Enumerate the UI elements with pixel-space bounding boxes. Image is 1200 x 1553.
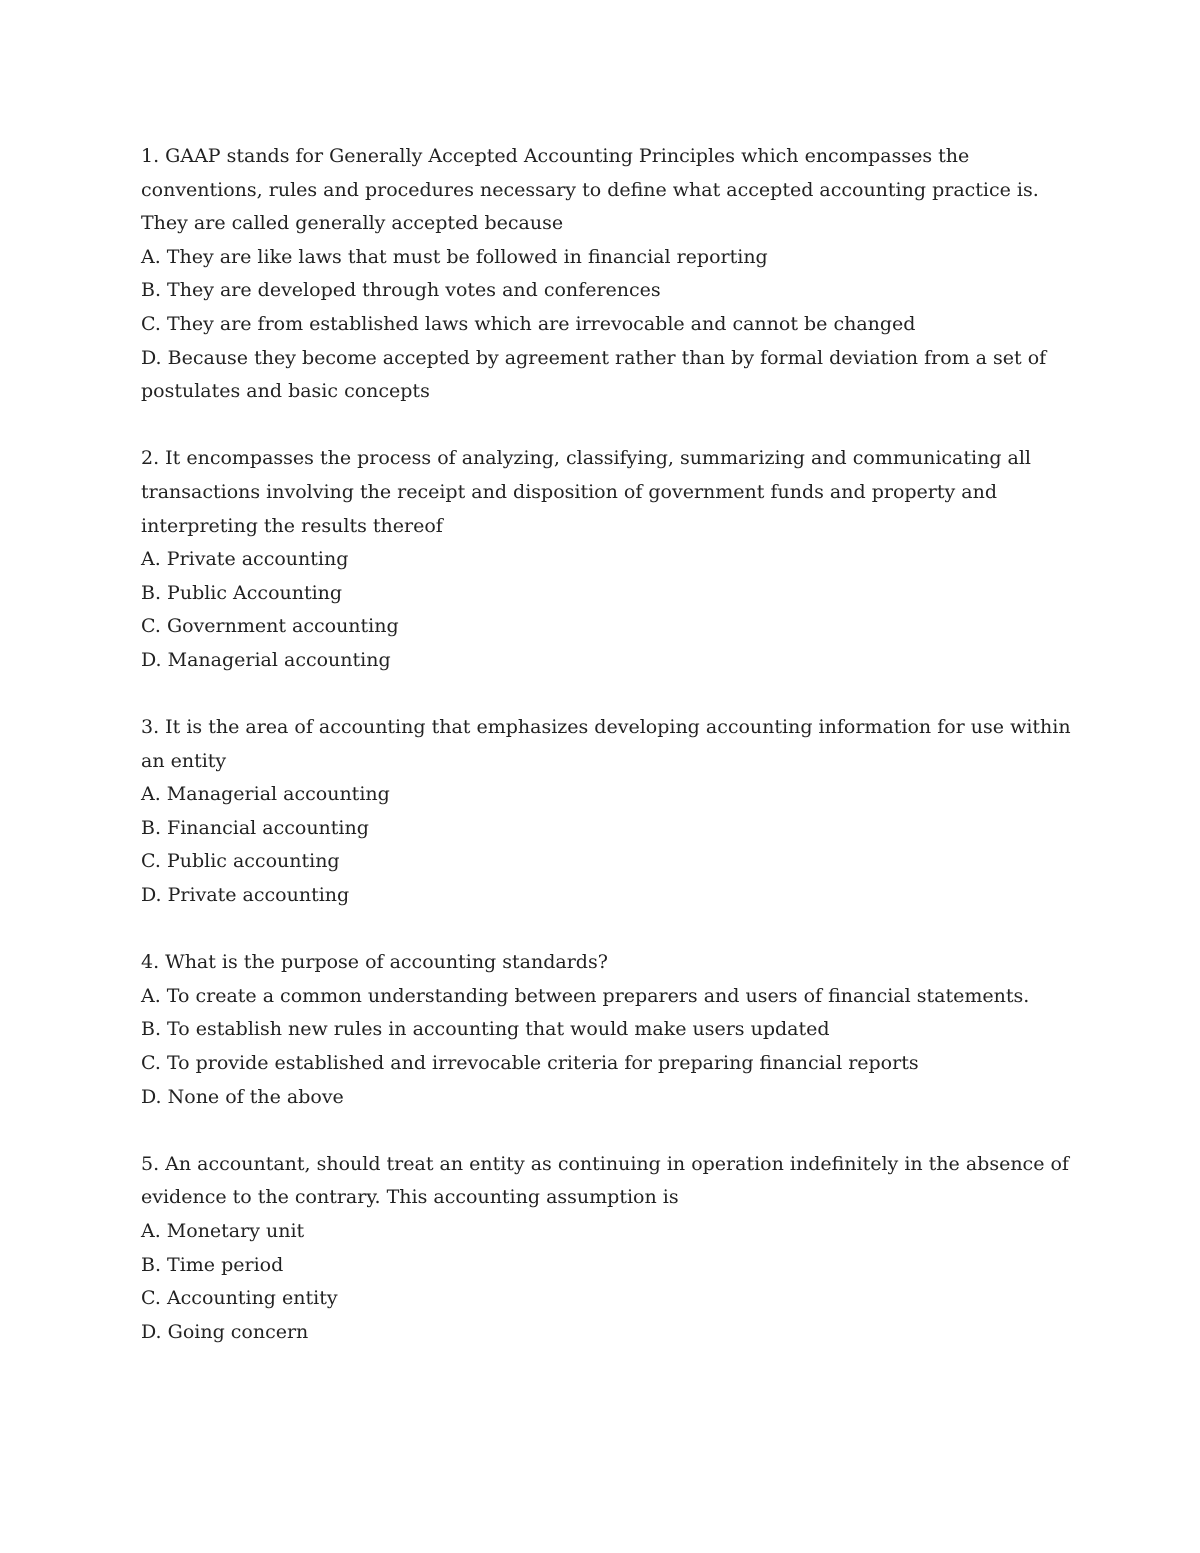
stem-line: conventions, rules and procedures necessary to define what accepted accounting practice is. (141, 178, 1039, 201)
option-c (141, 308, 1071, 342)
stem-line: evidence to the contrary. This accounting assumption is (141, 1186, 679, 1209)
stem-line: They are called generally accepted because (141, 212, 564, 235)
option-a (141, 241, 1071, 275)
question-stem (141, 711, 1071, 778)
question-stem (141, 946, 1071, 980)
option-b (141, 1013, 1071, 1047)
option-a (141, 1215, 1071, 1249)
option-a (141, 980, 1071, 1014)
option-line: C. To provide established and irrevocable criteria for preparing financial reports (141, 1052, 919, 1075)
stem-line: 4. What is the purpose of accounting standards? (141, 951, 608, 974)
stem-line: transactions involving the receipt and disposition of government funds and property and (141, 480, 998, 503)
stem-line: interpreting the results thereof (141, 514, 443, 537)
question-5 (141, 1148, 1071, 1350)
option-a (141, 778, 1071, 812)
quiz-content (141, 140, 1071, 1383)
option-line: C. Government accounting (141, 615, 399, 638)
question-3 (141, 711, 1071, 913)
option-line: B. Public Accounting (141, 581, 343, 604)
option-line: B. To establish new rules in accounting that would make users updated (141, 1018, 830, 1041)
option-line: C. Accounting entity (141, 1287, 338, 1310)
option-line: B. Financial accounting (141, 816, 369, 839)
option-d (141, 879, 1071, 913)
option-line: A. Private accounting (141, 548, 349, 571)
option-c (141, 610, 1071, 644)
option-d (141, 1081, 1071, 1115)
question-4 (141, 946, 1071, 1114)
option-line: B. They are developed through votes and conferences (141, 279, 661, 302)
option-line: A. To create a common understanding between preparers and users of financial statements. (141, 984, 1030, 1007)
option-d (141, 342, 1071, 409)
stem-line: 1. GAAP stands for Generally Accepted Accounting Principles which encompasses the (141, 145, 970, 167)
option-b (141, 274, 1071, 308)
option-d (141, 1316, 1071, 1350)
option-line: B. Time period (141, 1253, 284, 1276)
option-d (141, 644, 1071, 678)
option-line: C. They are from established laws which are irrevocable and cannot be changed (141, 312, 916, 335)
option-line: D. Because they become accepted by agreement rather than by formal deviation from a set of (141, 346, 1047, 369)
stem-line: 2. It encompasses the process of analyzing, classifying, summarizing and communicating all (141, 447, 1032, 470)
question-1 (141, 140, 1071, 409)
option-line: D. None of the above (141, 1085, 344, 1108)
stem-line: an entity (141, 749, 227, 772)
option-line: D. Managerial accounting (141, 648, 391, 671)
option-b (141, 1249, 1071, 1283)
option-line: A. Managerial accounting (141, 783, 390, 806)
question-stem (141, 140, 1071, 241)
stem-line: 3. It is the area of accounting that emphasizes developing accounting information for use within (141, 716, 1071, 739)
question-stem (141, 1148, 1071, 1215)
question-stem (141, 442, 1071, 543)
option-line: D. Going concern (141, 1320, 309, 1343)
option-b (141, 812, 1071, 846)
option-line: C. Public accounting (141, 850, 340, 873)
option-c (141, 1047, 1071, 1081)
option-line: A. They are like laws that must be followed in financial reporting (141, 245, 768, 268)
option-c (141, 1282, 1071, 1316)
option-b (141, 577, 1071, 611)
question-2 (141, 442, 1071, 677)
option-line: D. Private accounting (141, 884, 350, 907)
option-c (141, 845, 1071, 879)
option-a (141, 543, 1071, 577)
stem-line: 5. An accountant, should treat an entity as continuing in operation indefinitely in the absence of (141, 1152, 1069, 1175)
option-line: A. Monetary unit (141, 1220, 305, 1242)
option-line: postulates and basic concepts (141, 380, 430, 403)
